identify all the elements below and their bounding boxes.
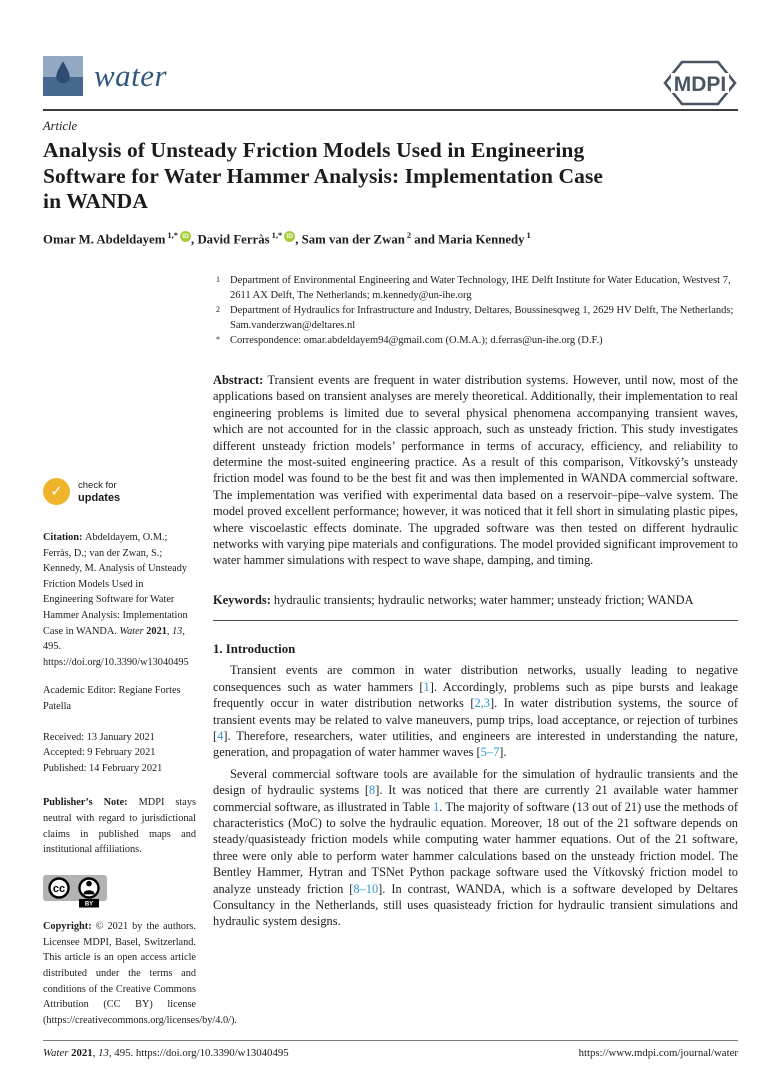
affiliation-row xyxy=(213,303,738,333)
author-name: Sam van der Zwan xyxy=(301,232,405,247)
affiliation-row xyxy=(213,273,738,303)
copyright-block: Copyright: © 2021 by the authors. Licensee MDPI, Basel, Switzerland. This article is an open access article distributed under the terms and conditions of the Creative Commons Attribution (CC BY) license (https://creativecommons.org/licenses/by/4.0/). xyxy=(43,921,237,1026)
intro-paragraph-2: Several commercial software tools are available for the simulation of hydraulic transients and the design of hydraulic systems [8]. It was noticed that there are currently 21 available water hammer commercial software, as illustrated in Table 1. The majority of software (13 out of 21) use the methods of characteristics (MoC) to solve the hydraulic equation. Moreover, 18 out of the 21 software depends on steady/quasisteady friction models while computing water hammer equations. Out of the 21 software, three were only able to perform water hammer calculations based on the unsteady friction model. The Bentley Hammer, Hytran and TSNet Python package software used the Vítkovský friction model to analyze unsteady friction [8–10]. In contrast, WANDA, which is a software developed by Deltares Consultancy in the Netherlands, still uses quasisteady friction for hydraulic transient simulations and hydraulic system designs. xyxy=(213,766,739,929)
journal-wordmark: water xyxy=(94,58,168,93)
affiliation-text: Department of Environmental Engineering and Water Technology, IHE Delft Institute for Water Education, Westvest 7, 2611 AX Delft, The Netherlands; m.kennedy@un-ihe.org xyxy=(230,275,731,301)
author-name: Maria Kennedy xyxy=(438,232,525,247)
academic-editor: Academic Editor: Regiane Fortes Patella xyxy=(43,685,181,712)
received-date: Received: 13 January 2021 xyxy=(43,731,155,743)
correspondence-marker: * xyxy=(216,335,220,344)
citation-block: Citation: Abdeldayem, O.M.; Ferràs, D.; van der Zwan, S.; Kennedy, M. Analysis of Unsteady Friction Models Used in Engineering Software for Water Hammer Analysis: Implementation Case in WANDA. Water 2021, 13, 495. https://doi.org/10.3390/w13040495 xyxy=(43,532,189,668)
article-type-label: Article xyxy=(43,119,78,133)
author-affiliation-sup: 1,* xyxy=(167,230,179,240)
citation-ref-link[interactable]: 2,3 xyxy=(474,696,490,711)
author-name: Omar M. Abdeldayem xyxy=(43,232,166,247)
main-column xyxy=(213,273,738,1028)
citation-ref-link[interactable]: 8–10 xyxy=(353,881,379,896)
checkmark-icon: ✓ xyxy=(43,478,70,505)
citation-ref-link[interactable]: 1 xyxy=(423,679,430,694)
abstract: Abstract: Transient events are frequent in water distribution systems. However, until now, most of the applications based on transient analyses are merely theoretical. Additionally, their implementation to real engineering problems is limited due to several physical phenomena accompanying transient waves, which are not accounted for in the classic approach, such as unsteady friction. This study investigates different unsteady friction models’ performance in terms of accuracy, efficiency, and reliability to determine the most-suited engineering practice. As a result of this comparison, Vítkovský’s unsteady friction model was found to be the best fit and was then implemented in WANDA commercial software. The implementation was verified with experimental data based on a reservoir–pipe–valve system. The model proved excellent performance; however, it was noticed that it fell short in simulating plastic pipes, where viscoelastic effects dominate. The upgraded software was then tested on different hydraulic networks with varying pipe materials and configurations. The model provided significant improvement to water hammer simulations with respect to wave shape, damping, and timing. xyxy=(213,373,738,568)
left-sidebar xyxy=(43,273,237,1028)
title-line-1: Analysis of Unsteady Friction Models Used in Engineering xyxy=(43,138,585,162)
page-footer xyxy=(43,1047,738,1059)
affiliation-text: Department of Hydraulics for Infrastructure and Industry, Deltares, Boussinesqweg 1, 2629 HV Delft, The Netherlands; Sam.vanderzwan@deltares.nl xyxy=(230,305,734,331)
orcid-icon[interactable]: iD xyxy=(180,231,191,242)
water-drop-icon xyxy=(54,60,72,84)
section-heading-introduction: 1. Introduction xyxy=(213,642,296,657)
content-columns xyxy=(43,273,738,1028)
svg-text:MDPI: MDPI xyxy=(673,73,727,96)
water-journal-logo[interactable] xyxy=(43,56,167,96)
accepted-date: Accepted: 9 February 2021 xyxy=(43,747,156,759)
published-date: Published: 14 February 2021 xyxy=(43,762,163,774)
svg-text:cc: cc xyxy=(52,882,66,895)
affiliation-marker: 1 xyxy=(216,275,220,284)
check-for-updates-badge[interactable] xyxy=(43,478,151,505)
correspondence-row xyxy=(213,333,738,348)
title-line-2: Software for Water Hammer Analysis: Implementation Case xyxy=(43,163,604,188)
dates-block xyxy=(43,730,196,777)
orcid-icon[interactable]: iD xyxy=(284,231,295,242)
page-header xyxy=(43,56,738,113)
page-title xyxy=(43,138,723,215)
mdpi-logo[interactable] xyxy=(662,58,738,113)
publishers-note: Publisher’s Note: MDPI stays neutral with regard to jurisdictional claims in published maps and institutional affiliations. xyxy=(43,797,196,856)
intro-paragraph-1: Transient events are common in water distribution networks, usually leading to negative consequences such as water hammers [1]. Accordingly, problems such as pipe bursts and leakage frequently occur in water distribution networks [2,3]. In water distribution systems, the source of transient events may be related to valve maneuvers, pump trips, load acceptance, or rejection of turbines [4]. Therefore, researchers, water utilities, and engineers are interested in understanding the nature, generation, and propagation of water hammer waves [5–7]. xyxy=(213,663,739,760)
citation-ref-link[interactable]: 8 xyxy=(369,783,376,798)
footer-citation[interactable]: Water 2021, 13, 495. https://doi.org/10.3390/w13040495 xyxy=(43,1047,289,1059)
footer-divider xyxy=(43,1040,738,1041)
cc-by-license-badge[interactable] xyxy=(43,875,196,914)
author-affiliation-sup: 1 xyxy=(526,230,531,240)
affiliation-marker: 2 xyxy=(216,305,220,314)
authors-line: Omar M. Abdeldayem $^{1,*}$ iD , David Ferràs $^{1,*}$ iD , Sam van der Zwan $^2$ and Maria Kennedy $^1$ xyxy=(43,230,531,247)
mdpi-hexagon-icon xyxy=(662,58,738,108)
footer-journal-url[interactable]: https://www.mdpi.com/journal/water xyxy=(578,1047,738,1059)
author-affiliation-sup: 2 xyxy=(406,230,412,240)
citation-ref-link[interactable]: 5–7 xyxy=(480,745,500,760)
correspondence-text: Correspondence: omar.abdeldayem94@gmail.com (O.M.A.); d.ferras@un-ihe.org (D.F.) xyxy=(230,335,603,346)
author-affiliation-sup: 1,* xyxy=(271,230,283,240)
svg-text:BY: BY xyxy=(84,901,94,908)
author-name: David Ferràs xyxy=(197,232,270,247)
cc-by-icon xyxy=(43,875,107,908)
keywords: Keywords: hydraulic transients; hydraulic networks; water hammer; unsteady friction; WANDA xyxy=(213,592,694,607)
header-divider xyxy=(43,109,738,111)
citation-ref-link[interactable]: 4 xyxy=(217,728,224,743)
citation-ref-link[interactable]: 1 xyxy=(433,799,440,814)
title-line-3: in WANDA xyxy=(43,189,148,213)
check-for-updates-label: check for updates xyxy=(78,479,121,504)
keywords-divider xyxy=(213,620,738,621)
water-logo-icon xyxy=(43,56,83,96)
affiliations-block xyxy=(213,273,738,348)
